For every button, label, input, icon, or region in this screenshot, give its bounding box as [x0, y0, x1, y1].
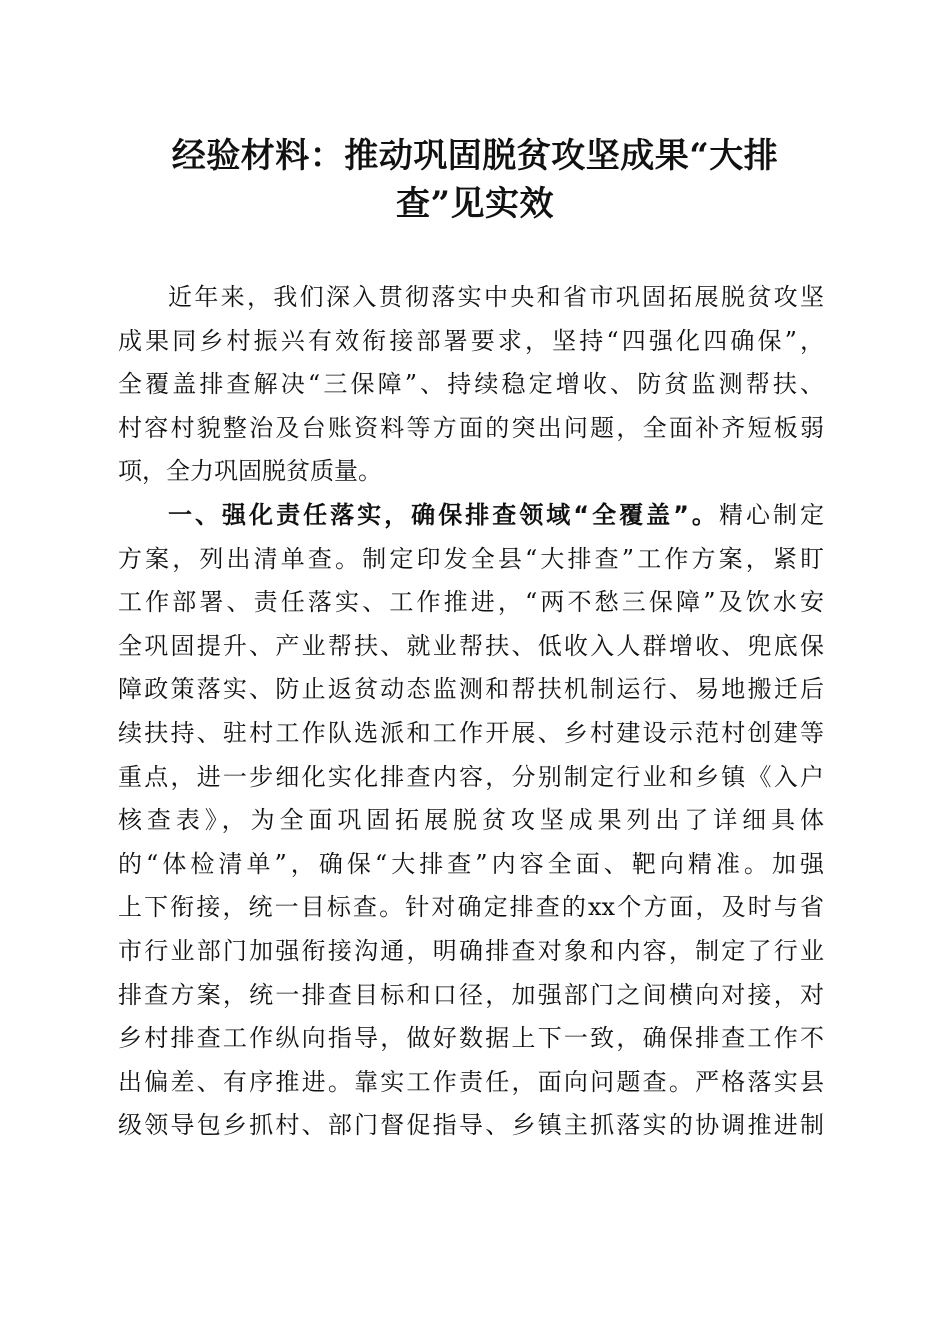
section-1-line: 障政策落实、防止返贫动态监测和帮扶机制运行、易地搬迁后	[118, 675, 824, 704]
section-1-line: 出偏差、有序推进。靠实工作责任，面向问题查。严格落实县	[118, 1067, 824, 1096]
section-1-line: 核查表》，为全面巩固拓展脱贫攻坚成果列出了详细具体	[118, 806, 824, 835]
section-1-first-line	[118, 494, 824, 538]
intro-line: 项，全力巩固脱贫质量。	[118, 457, 382, 486]
title-line-1: 经验材料：推动巩固脱贫攻坚成果“大排	[171, 136, 779, 176]
section-1-line: 方案，列出清单查。制定印发全县“大排查”工作方案，紧盯	[118, 544, 824, 573]
section-1-line: 排查方案，统一排查目标和口径，加强部门之间横向对接，对	[118, 980, 824, 1009]
section-1-line: 市行业部门加强衔接沟通，明确排查对象和内容，制定了行业	[118, 936, 824, 965]
title-line-2: 查”见实效	[395, 184, 555, 224]
intro-line: 村容村貌整治及台账资料等方面的突出问题，全面补齐短板弱	[118, 413, 824, 442]
intro-line: 近年来，我们深入贯彻落实中央和省市巩固拓展脱贫攻坚	[168, 283, 824, 311]
section-1-line: 乡村排查工作纵向指导，做好数据上下一致，确保排查工作不	[118, 1024, 824, 1053]
document-title	[118, 132, 832, 228]
section-1-heading: 一、强化责任落实，确保排查领域“全覆盖”。	[168, 500, 719, 529]
intro-line: 全覆盖排查解决“三保障”、持续稳定增收、防贫监测帮扶、	[118, 370, 824, 399]
section-1-line: 上下衔接，统一目标查。针对确定排查的xx个方面，及时与省	[118, 893, 824, 922]
section-1-line: 重点，进一步细化实化排查内容，分别制定行业和乡镇《入户	[118, 762, 824, 791]
section-1-first-line-rest: 精心制定	[718, 500, 825, 529]
section-1-line: 全巩固提升、产业帮扶、就业帮扶、低收入人群增收、兜底保	[118, 631, 824, 660]
section-1-line: 的“体检清单”，确保“大排查”内容全面、靶向精准。加强	[118, 849, 824, 878]
section-1-line: 续扶持、驻村工作队选派和工作开展、乡村建设示范村创建等	[118, 718, 824, 747]
section-1-line: 工作部署、责任落实、工作推进，“两不愁三保障”及饮水安	[118, 588, 824, 617]
intro-line: 成果同乡村振兴有效衔接部署要求，坚持“四强化四确保”，	[118, 326, 824, 355]
document-body	[118, 276, 824, 1148]
section-1-line: 级领导包乡抓村、部门督促指导、乡镇主抓落实的协调推进制	[118, 1111, 824, 1140]
